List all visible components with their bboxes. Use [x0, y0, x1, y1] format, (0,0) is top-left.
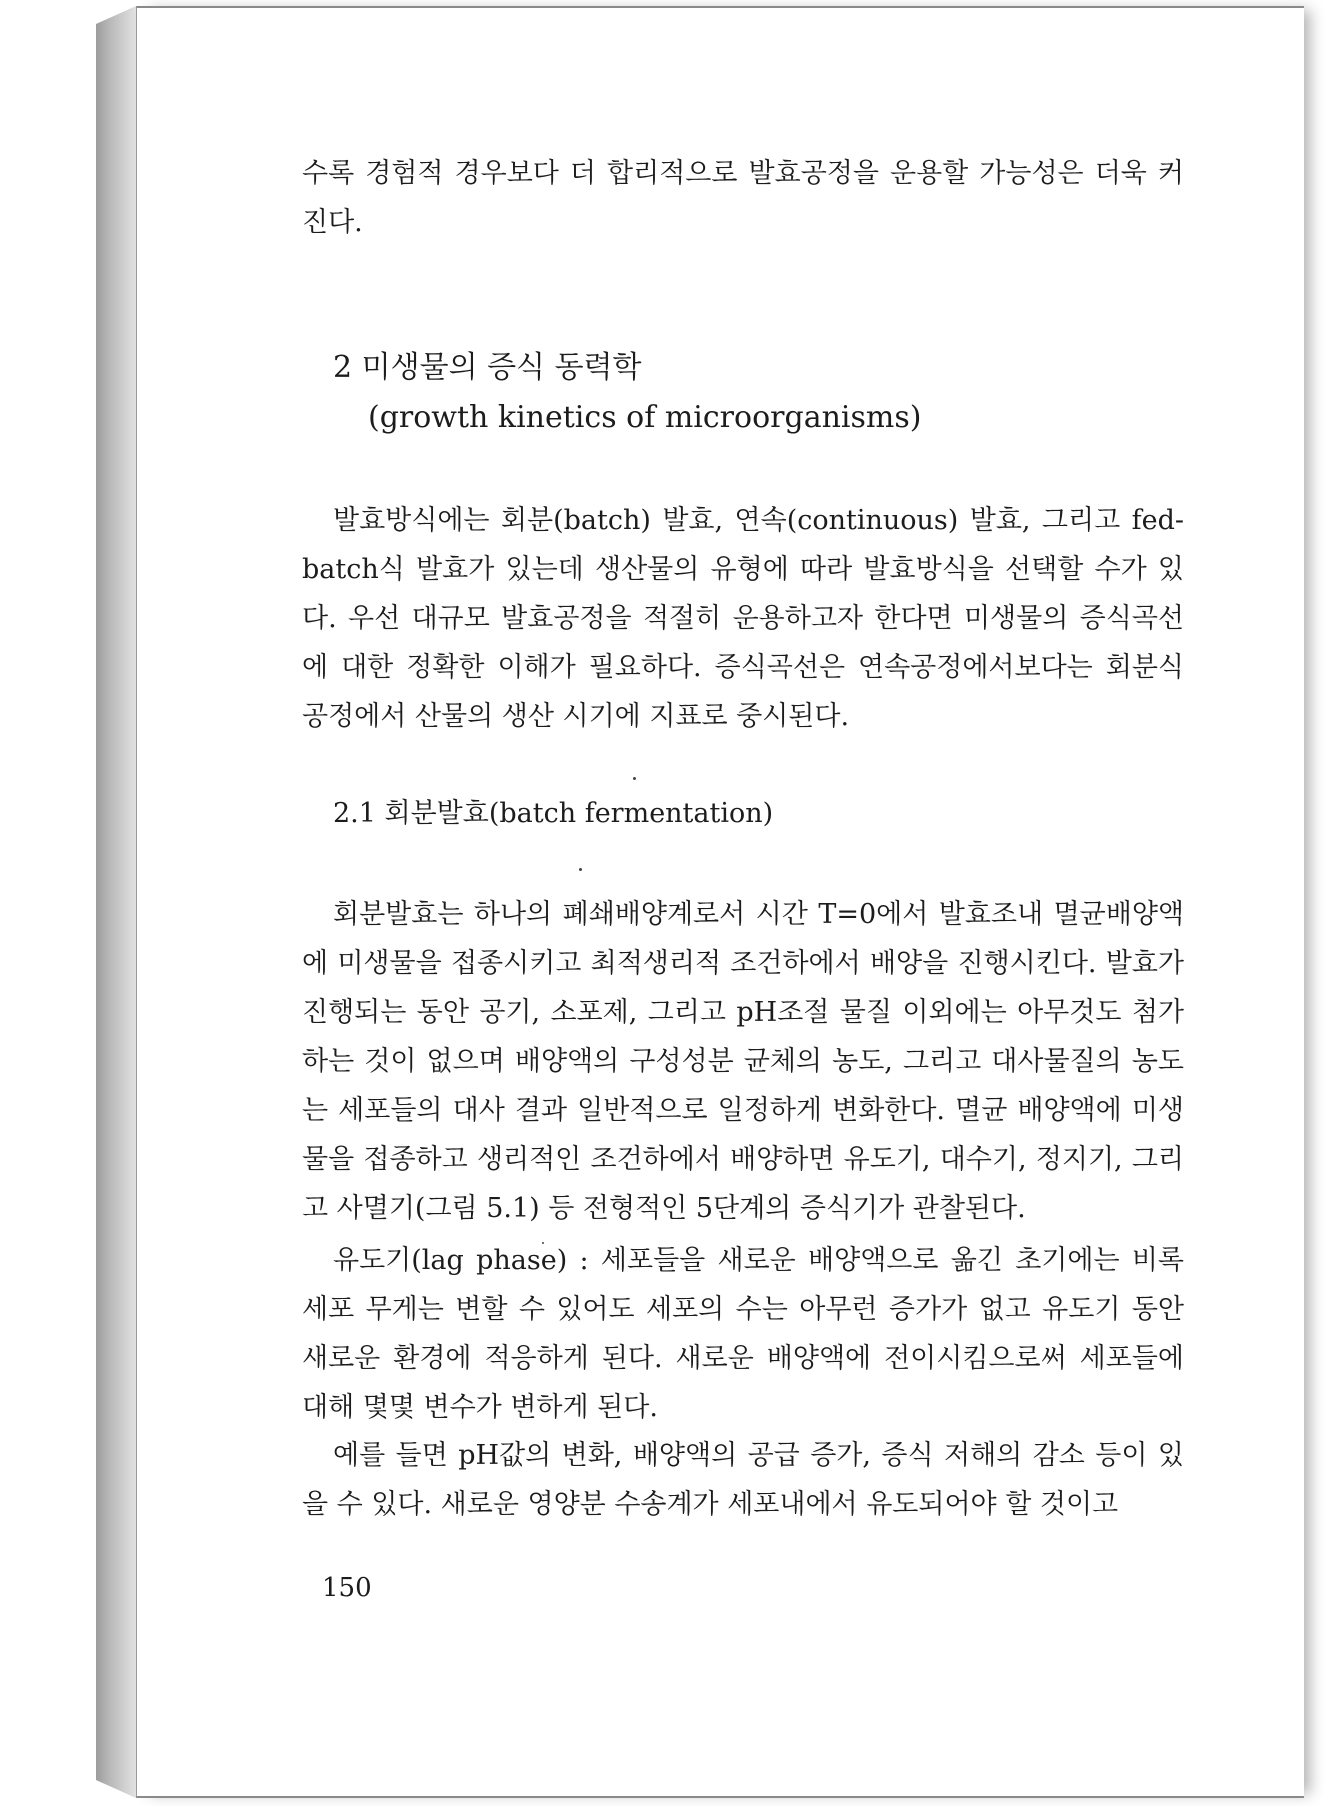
book-page — [136, 6, 1304, 1798]
section-2-1-title: 2.1 회분발효(batch fermentation) — [333, 798, 774, 829]
paragraph-5: 예를 들면 pH값의 변화, 배양액의 공급 증가, 증식 저해의 감소 등이 있을 수 있다. 새로운 영양분 수송계가 세포내에서 유도되어야 할 것이고 — [302, 1440, 1184, 1520]
scan-speck — [633, 777, 636, 780]
section-2-heading — [333, 343, 921, 443]
paragraph-2: 발효방식에는 회분(batch) 발효, 연속(continuous) 발효, 그리고 fed-batch식 발효가 있는데 생산물의 유형에 따라 발효방식을 선택할 수가 있다. 우선 대규모 발효공정을 적절히 운용하고자 한다면 미생물의 증식곡선에 대한 정확한 이해가 필요하다. 증식곡선은 연속공정에서보다는 회분식 공정에서 산물의 생산 시기에 지표로 중시된다. — [302, 505, 1184, 732]
section-2-subtitle: (growth kinetics of microorganisms) — [368, 400, 922, 435]
paragraph-1: 수록 경험적 경우보다 더 합리적으로 발효공정을 운용할 가능성은 더욱 커진다. — [302, 158, 1184, 238]
section-2-title: 2 미생물의 증식 동력학 — [333, 350, 642, 385]
scan-speck — [542, 1242, 544, 1244]
paragraph-4: 유도기(lag phase) : 세포들을 새로운 배양액으로 옮긴 초기에는 비록 세포 무게는 변할 수 있어도 세포의 수는 아무런 증가가 없고 유도기 동안 새로운 환경에 적응하게 된다. 새로운 배양액에 전이시킴으로써 세포들에 대해 몇몇 변수가 변하게 된다. — [302, 1245, 1184, 1423]
page-number: 150 — [322, 1573, 372, 1603]
book-spine-edge — [96, 6, 136, 1798]
paragraph-3: 회분발효는 하나의 폐쇄배양계로서 시간 T=0에서 발효조내 멸균배양액에 미생물을 접종시키고 최적생리적 조건하에서 배양을 진행시킨다. 발효가 진행되는 동안 공기, 소포제, 그리고 pH조절 물질 이외에는 아무것도 첨가하는 것이 없으며 배양액의 구성성분 균체의 농도, 그리고 대사물질의 농도는 세포들의 대사 결과 일반적으로 일정하게 변화한다. 멸균 배양액에 미생물을 접종하고 생리적인 조건하에서 배양하면 유도기, 대수기, 정지기, 그리고 사멸기(그림 5.1) 등 전형적인 5단계의 증식기가 관찰된다. — [302, 899, 1184, 1224]
scan-speck — [579, 868, 582, 871]
